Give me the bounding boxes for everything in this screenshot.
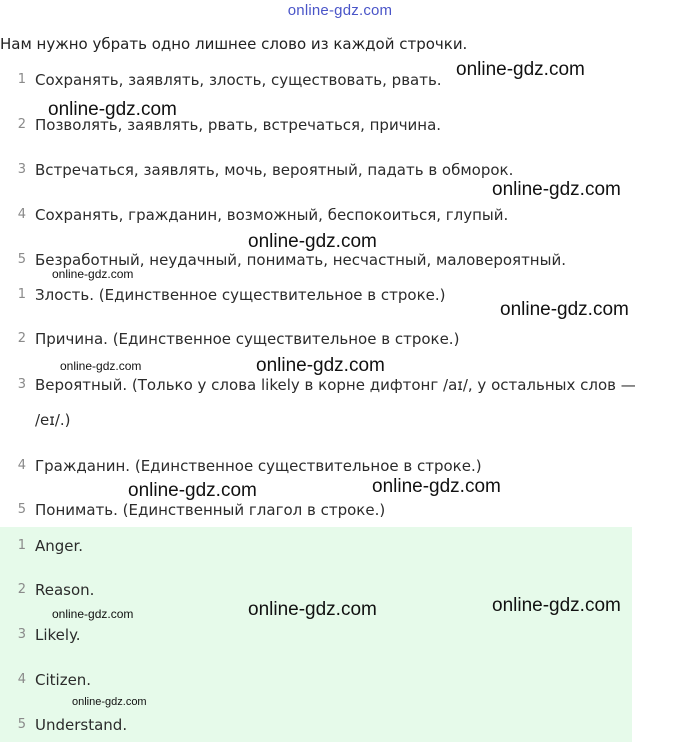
watermark: online-gdz.com: [60, 359, 142, 373]
watermark: online-gdz.com: [248, 599, 377, 620]
item-text: Citizen.: [35, 671, 92, 689]
item-number: 4: [17, 672, 26, 687]
item-text: /eɪ/.): [35, 411, 71, 429]
item-text: Вероятный. (Только у слова likely в корне дифтонг /aɪ/, у остальных слов —: [35, 376, 636, 394]
watermark: online-gdz.com: [456, 59, 585, 80]
item-text: Понимать. (Единственный глагол в строке.): [35, 501, 386, 519]
item-text: Сохранять, гражданин, возможный, беспокоиться, глупый.: [35, 206, 509, 224]
watermark: online-gdz.com: [256, 355, 385, 376]
answers-box: [0, 527, 632, 742]
watermark: online-gdz.com: [52, 267, 134, 281]
item-number: 2: [17, 582, 26, 597]
watermark: online-gdz.com: [372, 476, 501, 497]
item-number: 4: [17, 207, 26, 222]
site-header[interactable]: online-gdz.com: [287, 2, 393, 19]
intro-text: Нам нужно убрать одно лишнее слово из каждой строчки.: [0, 35, 468, 53]
item-text: Гражданин. (Единственное существительное в строке.): [35, 457, 482, 475]
item-text: Reason.: [35, 581, 95, 599]
item-text: Позволять, заявлять, рвать, встречаться, причина.: [35, 116, 442, 134]
item-number: 3: [17, 377, 26, 392]
item-text: Причина. (Единственное существительное в строке.): [35, 330, 460, 348]
watermark: online-gdz.com: [492, 595, 621, 616]
watermark: online-gdz.com: [500, 299, 629, 320]
item-text: Безработный, неудачный, понимать, несчастный, маловероятный.: [35, 251, 566, 269]
watermark: online-gdz.com: [48, 99, 177, 120]
watermark: online-gdz.com: [52, 607, 134, 621]
item-text: Anger.: [35, 537, 84, 555]
item-text: Understand.: [35, 716, 128, 734]
item-number: 1: [17, 538, 26, 553]
watermark: online-gdz.com: [248, 231, 377, 252]
item-number: 3: [17, 627, 26, 642]
item-number: 1: [17, 72, 26, 87]
watermark: online-gdz.com: [128, 480, 257, 501]
watermark: online-gdz.com: [72, 696, 147, 708]
item-number: 4: [17, 458, 26, 473]
item-text: Встречаться, заявлять, мочь, вероятный, падать в обморок.: [35, 161, 514, 179]
item-number: 2: [17, 331, 26, 346]
item-number: 5: [17, 717, 26, 732]
item-text: Likely.: [35, 626, 81, 644]
item-number: 2: [17, 117, 26, 132]
item-number: 5: [17, 252, 26, 267]
item-number: 5: [17, 502, 26, 517]
watermark: online-gdz.com: [492, 179, 621, 200]
item-number: 3: [17, 162, 26, 177]
item-text: Сохранять, заявлять, злость, существовать, рвать.: [35, 71, 442, 89]
item-text: Злость. (Единственное существительное в строке.): [35, 286, 446, 304]
item-number: 1: [17, 287, 26, 302]
